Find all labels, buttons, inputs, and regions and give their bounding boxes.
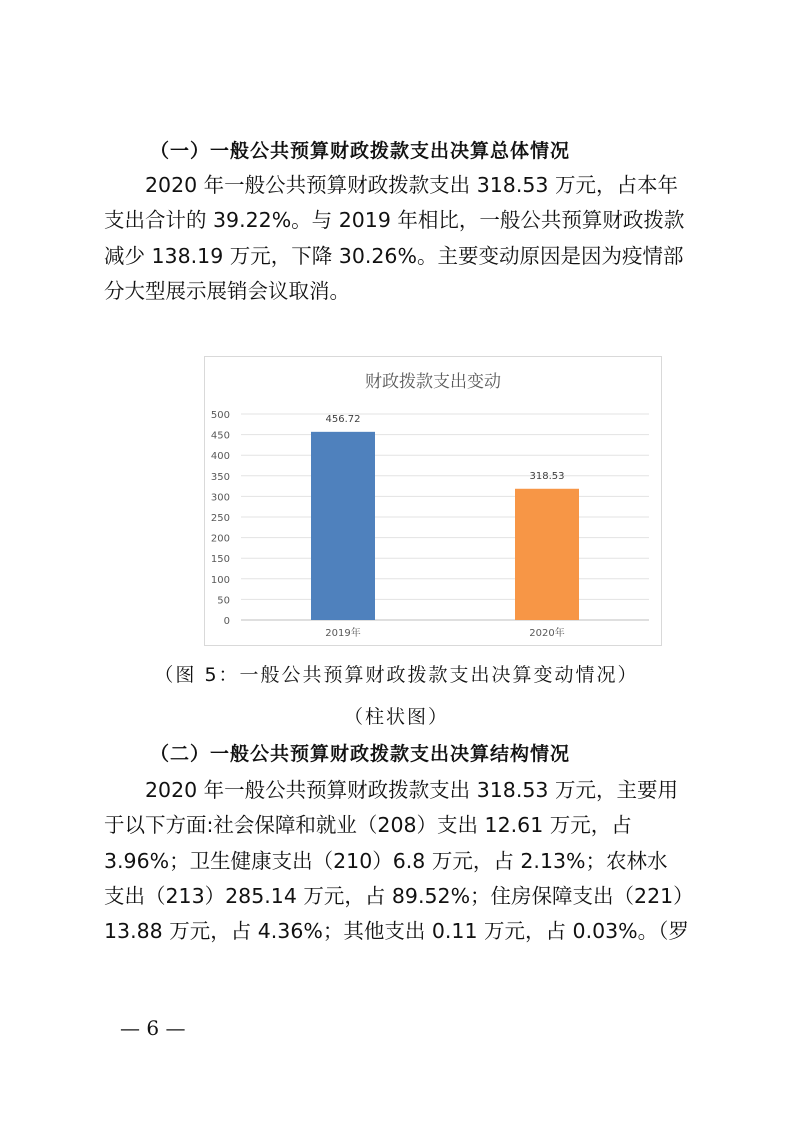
page-number: — 6 — [120, 1016, 186, 1040]
figure-caption: （图 5：一般公共预算财政拨款支出决算变动情况） [154, 664, 639, 686]
y-tick-label: 0 [223, 616, 230, 627]
data-label: 456.72 [325, 413, 361, 425]
section-heading-structure: （二）一般公共预算财政拨款支出决算结构情况 [150, 743, 571, 765]
paragraph-overall [104, 168, 694, 309]
x-tick-label: 2020年 [529, 628, 565, 639]
bar-2019年 [311, 432, 375, 620]
bar-chart-svg [205, 357, 661, 645]
y-tick-label: 100 [210, 574, 230, 586]
bar-chart [204, 356, 662, 646]
y-tick-label: 450 [210, 430, 230, 442]
text-line: 2020 年一般公共预算财政拨款支出 318.53 万元，占本年 [145, 173, 678, 197]
y-tick-label: 300 [210, 492, 230, 504]
text-line: 减少 138.19 万元，下降 30.26%。主要变动原因是因为疫情部 [104, 243, 684, 268]
section-heading-overall: （一）一般公共预算财政拨款支出决算总体情况 [150, 140, 571, 162]
text-line: 于以下方面:社会保障和就业（208）支出 12.61 万元，占 [104, 813, 632, 838]
y-tick-label: 200 [210, 533, 230, 545]
chart-title: 财政拨款支出变动 [365, 372, 501, 392]
y-tick-label: 350 [210, 471, 230, 483]
y-tick-label: 150 [210, 554, 230, 566]
y-tick-label: 50 [217, 595, 230, 607]
y-tick-label: 500 [210, 410, 230, 421]
text-line: 支出（213）285.14 万元，占 89.52%；住房保障支出（221） [104, 883, 694, 908]
text-line: 3.96%；卫生健康支出（210）6.8 万元，占 2.13%；农林水 [104, 848, 668, 873]
y-tick-label: 250 [210, 513, 230, 524]
text-line: 分大型展示展销会议取消。 [104, 278, 350, 303]
text-line: 2020 年一般公共预算财政拨款支出 318.53 万元，主要用 [145, 778, 678, 802]
y-tick-label: 400 [210, 451, 230, 463]
text-line: 支出合计的 39.22%。与 2019 年相比，一般公共预算财政拨款 [104, 208, 685, 233]
data-label: 318.53 [529, 470, 565, 482]
figure-caption-type: （柱状图） [343, 706, 449, 728]
bar-2020年 [515, 489, 579, 620]
paragraph-structure [104, 773, 694, 949]
x-tick-label: 2019年 [325, 628, 361, 639]
text-line: 13.88 万元，占 4.36%；其他支出 0.11 万元，占 0.03%。（罗 [104, 919, 689, 944]
